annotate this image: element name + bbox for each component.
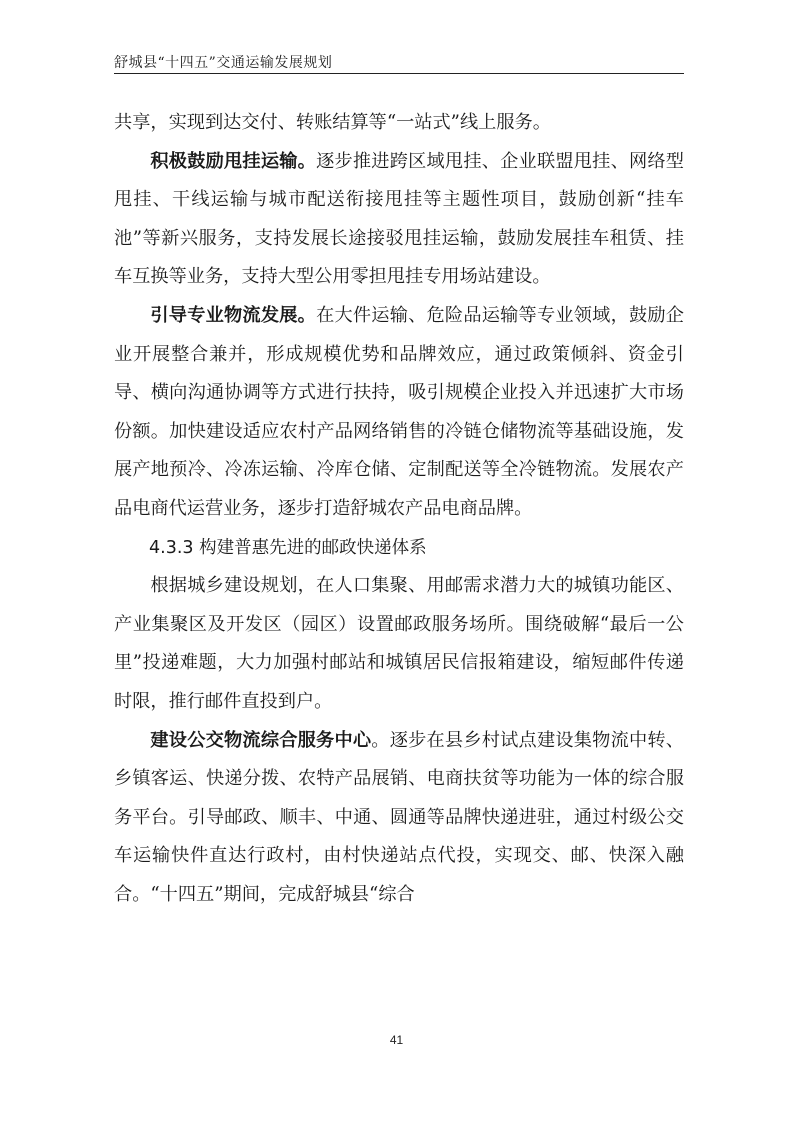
paragraph-continuation: [114, 104, 684, 143]
paragraph-postal-planning: [114, 567, 684, 721]
page-body: [114, 104, 684, 914]
page-number: 41: [389, 1033, 404, 1047]
paragraph-service-center: [114, 722, 684, 915]
paragraph-specialized-logistics: [114, 297, 684, 529]
paragraph-lead: 引导专业物流发展。: [150, 304, 317, 326]
section-number: 4.3.3: [149, 537, 194, 558]
paragraph-text: 根据城乡建设规划，在人口集聚、用邮需求潜力大的城镇功能区、产业集聚区及开发区（园区）设置邮政服务场所。围绕破解“最后一公里”投递难题，大力加强村邮站和城镇居民信报箱建设，缩短邮件传递时限，推行邮件直投到户。: [114, 575, 684, 712]
paragraph-lead: 积极鼓励甩挂运输。: [150, 150, 317, 172]
paragraph-lead: 建设公交物流综合服务中心: [150, 729, 372, 751]
header-rule: [114, 73, 684, 74]
paragraph-text: 在大件运输、危险品运输等专业领域，鼓励企业开展整合兼并，形成规模优势和品牌效应，通过政策倾斜、资金引导、横向沟通协调等方式进行扶持，吸引规模企业投入并迅速扩大市场份额。加快建设适应农村产品网络销售的冷链仓储物流等基础设施，发展产地预冷、冷冻运输、冷库仓储、定制配送等全冷链物流。发展农产品电商代运营业务，逐步打造舒城农产品电商品牌。: [114, 304, 684, 519]
paragraph-text: 。逐步在县乡村试点建设集物流中转、乡镇客运、快递分拨、农特产品展销、电商扶贫等功能为一体的综合服务平台。引导邮政、顺丰、中通、圆通等品牌快递进驻，通过村级公交车运输快件直达行政村，由村快递站点代投，实现交、邮、快深入融合。“十四五”期间，完成舒城县“综合: [114, 729, 684, 905]
paragraph-drop-trailer: [114, 143, 684, 297]
running-header: 舒城县“十四五”交通运输发展规划: [114, 55, 333, 71]
section-title: 构建普惠先进的邮政快递体系: [199, 537, 427, 558]
paragraph-text: 共享，实现到达交付、转账结算等“一站式”线上服务。: [114, 112, 551, 133]
section-heading: [114, 529, 684, 568]
paragraph-text: 逐步推进跨区域甩挂、企业联盟甩挂、网络型甩挂、干线运输与城市配送衔接甩挂等主题性项目，鼓励创新“挂车池”等新兴服务，支持发展长途接驳甩挂运输，鼓励发展挂车租赁、挂车互换等业务，支持大型公用零担甩挂专用场站建设。: [114, 150, 684, 288]
